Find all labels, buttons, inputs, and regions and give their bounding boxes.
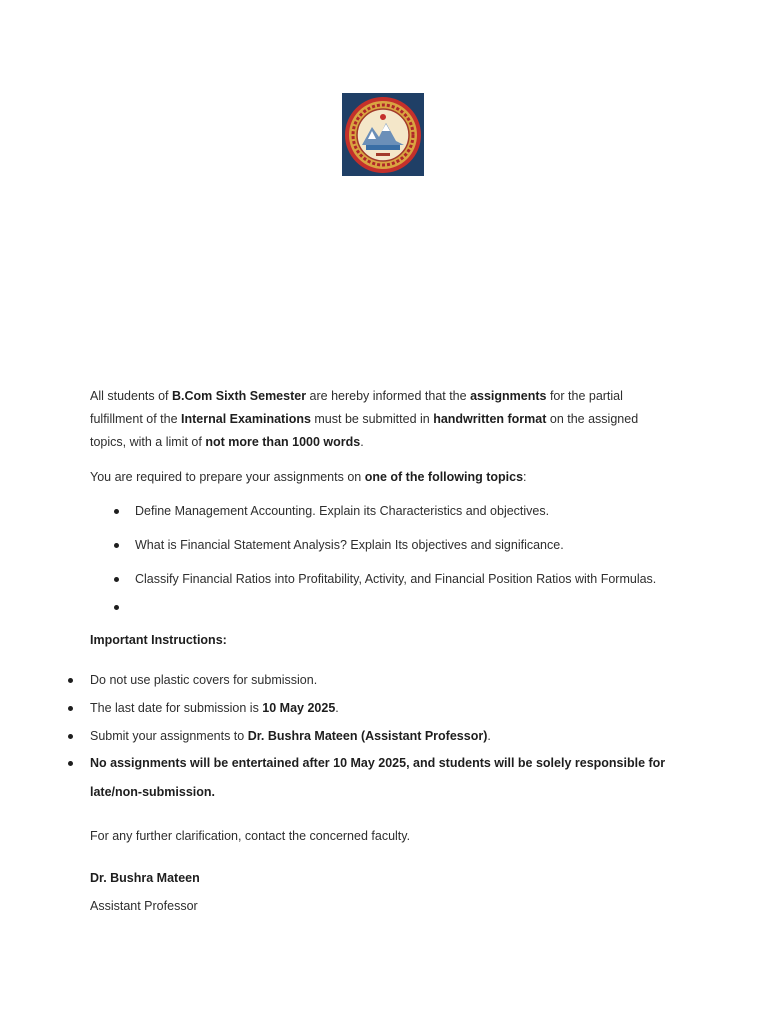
instruction-bullet xyxy=(68,761,73,766)
topic-bullet xyxy=(114,509,119,514)
instruction-bullet xyxy=(68,678,73,683)
intro-text: topics, with a limit of xyxy=(90,435,206,449)
late-submission-warning-cont: late/non-submission. xyxy=(90,785,216,799)
intro-text: for the partial xyxy=(546,389,623,403)
intro-line-3 xyxy=(90,431,364,454)
university-seal-logo xyxy=(342,93,424,176)
signatory-title: Assistant Professor xyxy=(90,899,198,913)
course-name: B.Com Sixth Semester xyxy=(172,389,307,403)
signatory-name xyxy=(90,869,200,887)
topic-item-1: Define Management Accounting. Explain its Characteristics and objectives. xyxy=(135,504,550,518)
instruction-text: Submit your assignments to xyxy=(90,729,248,743)
closing-note: For any further clarification, contact the concerned faculty. xyxy=(90,829,411,843)
exam-name: Internal Examinations xyxy=(181,412,311,426)
topic-bullet xyxy=(114,543,119,548)
instructions-heading xyxy=(90,629,227,652)
instruction-item-3 xyxy=(90,727,491,745)
topics-keyword: one of the following topics xyxy=(364,470,524,484)
faculty-name: Dr. Bushra Mateen (Assistant Professor) xyxy=(247,729,488,743)
signatory-name-text: Dr. Bushra Mateen xyxy=(90,871,200,885)
instruction-bullet xyxy=(68,706,73,711)
word-limit: not more than 1000 words xyxy=(205,435,361,449)
instructions-heading-text: Important Instructions: xyxy=(90,633,227,647)
topic-item-2: What is Financial Statement Analysis? Explain Its objectives and significance. xyxy=(135,538,564,552)
late-submission-warning: No assignments will be entertained after 10 May 2025, and students will be solely responsible for xyxy=(90,756,666,770)
intro-text: must be submitted in xyxy=(310,412,434,426)
topics-intro-text: You are required to prepare your assignments on xyxy=(90,470,365,484)
instruction-text: . xyxy=(487,729,491,743)
instruction-bullet xyxy=(68,734,73,739)
deadline-date: 10 May 2025 xyxy=(262,701,336,715)
topics-intro-text: : xyxy=(523,470,527,484)
assignments-keyword: assignments xyxy=(470,389,547,403)
instruction-item-1: Do not use plastic covers for submission. xyxy=(90,673,318,687)
intro-text: are hereby informed that the xyxy=(306,389,471,403)
intro-line-1 xyxy=(90,385,623,408)
format-keyword: handwritten format xyxy=(433,412,547,426)
topics-intro xyxy=(90,466,527,489)
instruction-item-4-line-2 xyxy=(90,783,215,801)
instruction-text: . xyxy=(335,701,339,715)
intro-text: All students of xyxy=(90,389,172,403)
intro-text: on the assigned xyxy=(546,412,639,426)
instruction-item-4-line-1 xyxy=(90,754,665,772)
intro-line-2 xyxy=(90,408,638,431)
instruction-item-2 xyxy=(90,699,339,717)
topic-item-3: Classify Financial Ratios into Profitability, Activity, and Financial Position Ratios with Formulas. xyxy=(135,572,657,586)
instruction-text: The last date for submission is xyxy=(90,701,263,715)
topic-bullet xyxy=(114,577,119,582)
intro-text: . xyxy=(360,435,364,449)
topic-bullet-empty xyxy=(114,605,119,610)
intro-text: fulfillment of the xyxy=(90,412,182,426)
